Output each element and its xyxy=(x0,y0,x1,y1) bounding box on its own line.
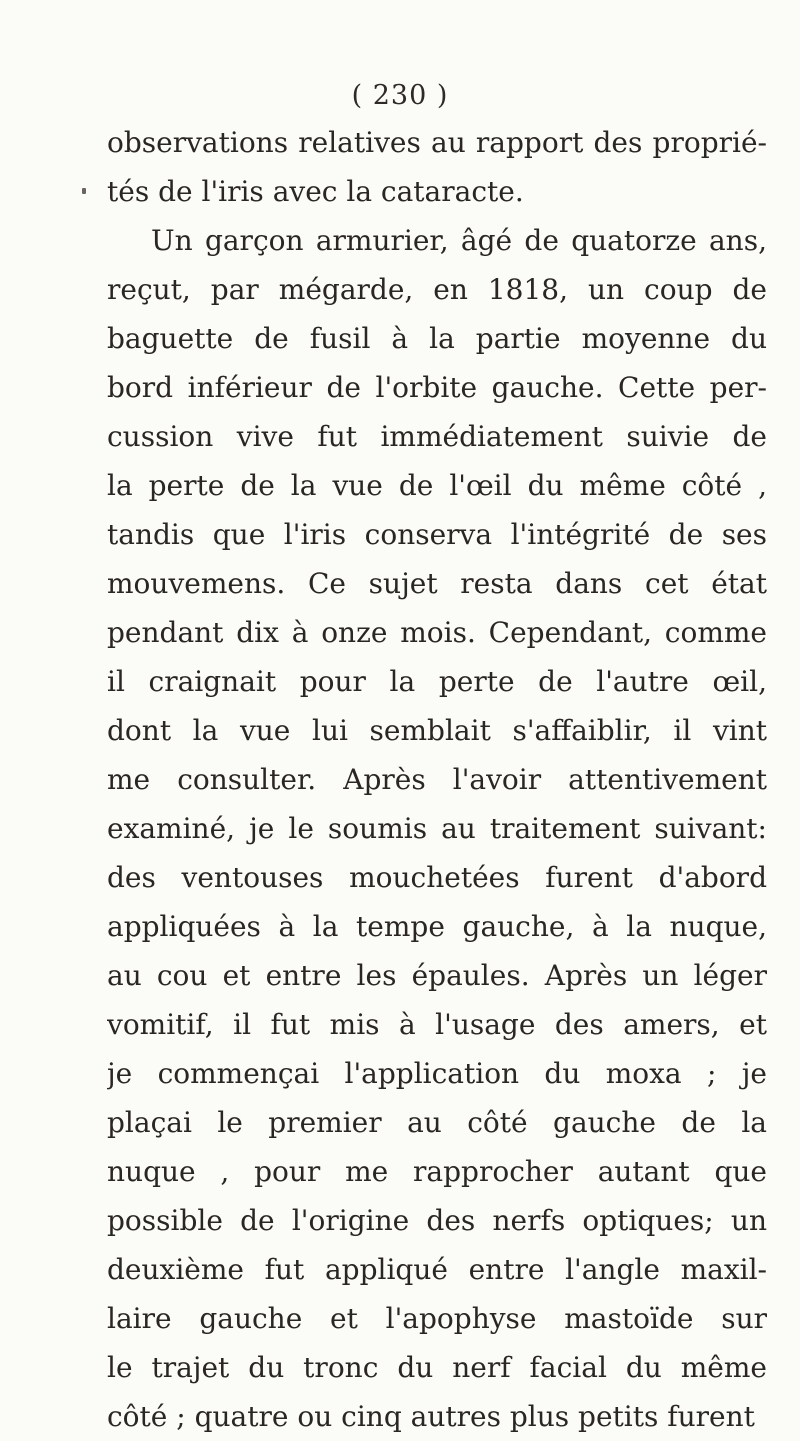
text-line: Un garçon armurier, âgé de quatorze ans, xyxy=(151,224,767,257)
text-line: tés de l'iris avec la cataracte. xyxy=(107,175,524,208)
text-line: examiné, je le soumis au traitement suivant: xyxy=(107,812,767,845)
text-line: me consulter. Après l'avoir attentivement xyxy=(107,763,767,796)
text-line: observations relatives au rapport des proprié- xyxy=(107,126,767,159)
text-line: dont la vue lui semblait s'affaiblir, il vint xyxy=(107,714,767,747)
text-line: laire gauche et l'apophyse mastoïde sur xyxy=(107,1302,767,1335)
text-line: tandis que l'iris conserva l'intégrité de ses xyxy=(107,518,767,551)
text-line: pendant dix à onze mois. Cependant, comme xyxy=(107,616,767,649)
text-line: des ventouses mouchetées furent d'abord xyxy=(107,861,767,894)
margin-mark xyxy=(82,188,86,194)
text-line: vomitif, il fut mis à l'usage des amers, et xyxy=(107,1008,767,1041)
text-line: bord inférieur de l'orbite gauche. Cette per- xyxy=(107,371,767,404)
text-line: le trajet du tronc du nerf facial du même xyxy=(107,1351,767,1384)
text-line: cussion vive fut immédiatement suivie de xyxy=(107,420,767,453)
text-line: au cou et entre les épaules. Après un léger xyxy=(107,959,767,992)
text-line: côté ; quatre ou cinq autres plus petits furent xyxy=(107,1400,755,1433)
text-line: baguette de fusil à la partie moyenne du xyxy=(107,322,767,355)
text-line: appliquées à la tempe gauche, à la nuque, xyxy=(107,910,767,943)
text-line: la perte de la vue de l'œil du même côté , xyxy=(107,469,767,502)
body-text xyxy=(107,118,767,1441)
text-line: mouvemens. Ce sujet resta dans cet état xyxy=(107,567,767,600)
text-line: deuxième fut appliqué entre l'angle maxil- xyxy=(107,1253,767,1286)
text-line: plaçai le premier au côté gauche de la xyxy=(107,1106,767,1139)
text-line: nuque , pour me rapprocher autant que xyxy=(107,1155,767,1188)
text-line: reçut, par mégarde, en 1818, un coup de xyxy=(107,273,767,306)
text-line: je commençai l'application du moxa ; je xyxy=(107,1057,767,1090)
text-line: il craignait pour la perte de l'autre œil, xyxy=(107,665,767,698)
page-number: ( 230 ) xyxy=(351,80,449,111)
text-line: possible de l'origine des nerfs optiques; un xyxy=(107,1204,767,1237)
